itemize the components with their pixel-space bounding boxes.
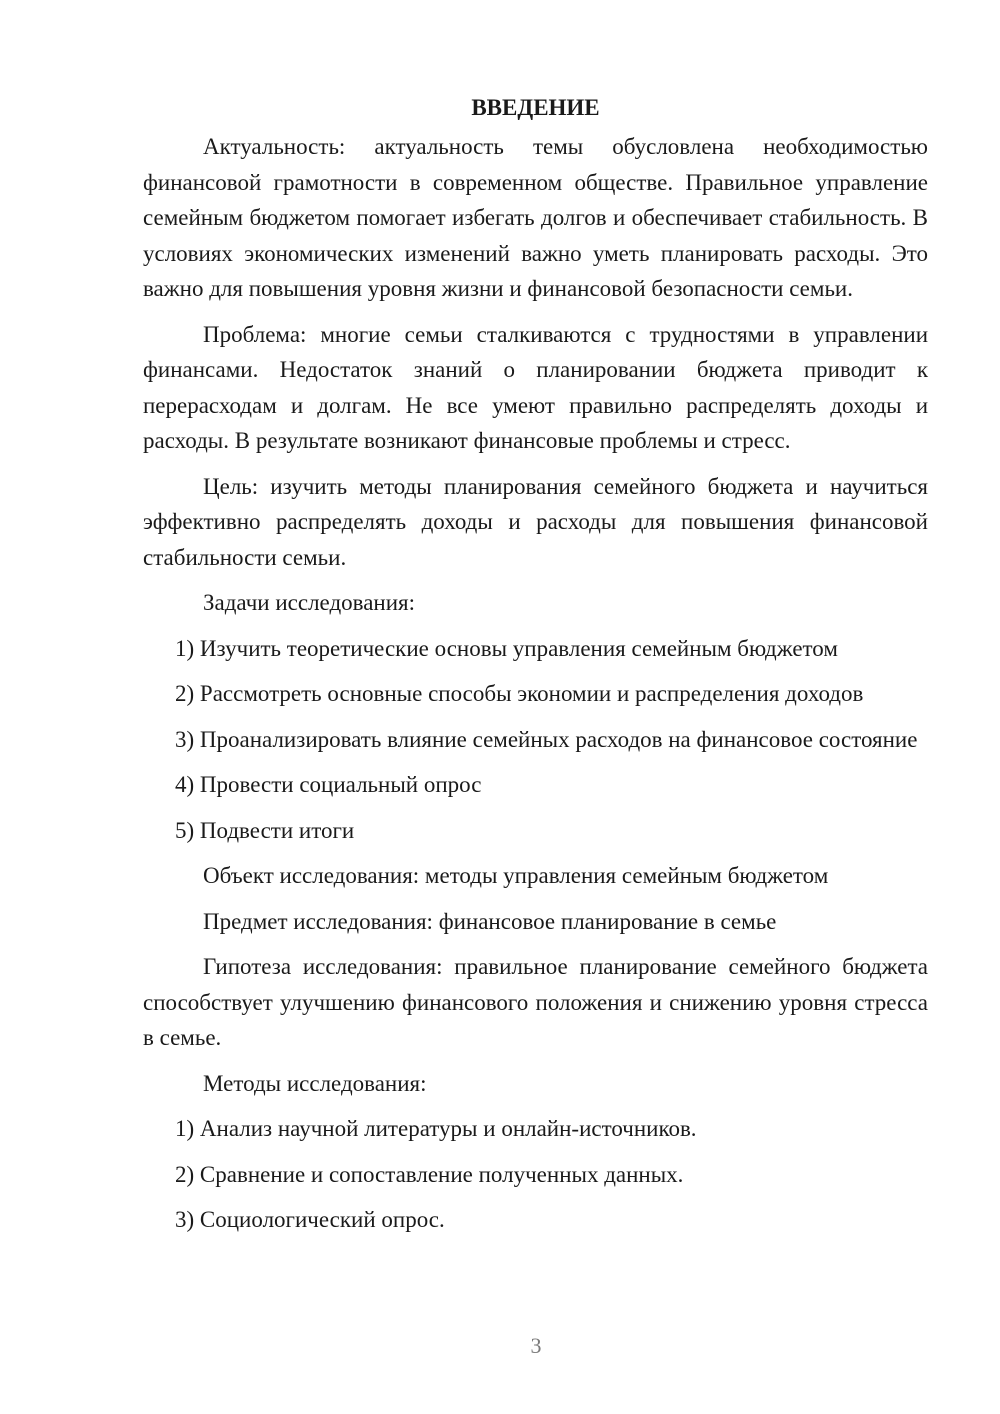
page-number: 3 bbox=[530, 1333, 542, 1358]
task-item-4: 4) Провести социальный опрос bbox=[175, 772, 482, 797]
research-object: Объект исследования: методы управления семейным бюджетом bbox=[203, 863, 829, 888]
task-item-5: 5) Подвести итоги bbox=[175, 817, 355, 843]
method-item-1: 1) Анализ научной литературы и онлайн-источников. bbox=[175, 1116, 697, 1141]
task-item-1: 1) Изучить теоретические основы управления семейным бюджетом bbox=[175, 635, 838, 661]
method-item-3: 3) Социологический опрос. bbox=[175, 1207, 445, 1232]
document-page bbox=[143, 90, 928, 1248]
document-title: ВВЕДЕНИЕ bbox=[471, 95, 600, 120]
paragraph-relevance: Актуальность: актуальность темы обусловлена необходимостью финансовой грамотности в современном обществе. Правильное управление семейным бюджетом помогает избегать долгов и обеспечивает стабильность. В условиях экономических изменений важно уметь планировать расходы. Это важно для повышения уровня жизни и финансовой безопасности семьи. bbox=[143, 134, 928, 301]
methods-label: Методы исследования: bbox=[203, 1070, 427, 1096]
paragraph-problem: Проблема: многие семьи сталкиваются с трудностями в управлении финансами. Недостаток знаний о планировании бюджета приводит к перерасходам и долгам. Не все умеют правильно распределять доходы и расходы. В результате возникают финансовые проблемы и стресс. bbox=[143, 321, 928, 453]
method-item-2: 2) Сравнение и сопоставление полученных данных. bbox=[175, 1161, 684, 1187]
research-hypothesis: Гипотеза исследования: правильное планирование семейного бюджета способствует улучшению финансового положения и снижению уровня стресса в семье. bbox=[143, 954, 928, 1050]
task-item-3: 3) Проанализировать влияние семейных расходов на финансовое состояние bbox=[175, 726, 918, 752]
paragraph-goal: Цель: изучить методы планирования семейного бюджета и научиться эффективно распределять доходы и расходы для повышения финансовой стабильности семьи. bbox=[143, 473, 928, 570]
task-item-2: 2) Рассмотреть основные способы экономии и распределения доходов bbox=[175, 681, 864, 706]
tasks-label: Задачи исследования: bbox=[203, 590, 416, 615]
research-subject: Предмет исследования: финансовое планирование в семье bbox=[203, 908, 777, 934]
